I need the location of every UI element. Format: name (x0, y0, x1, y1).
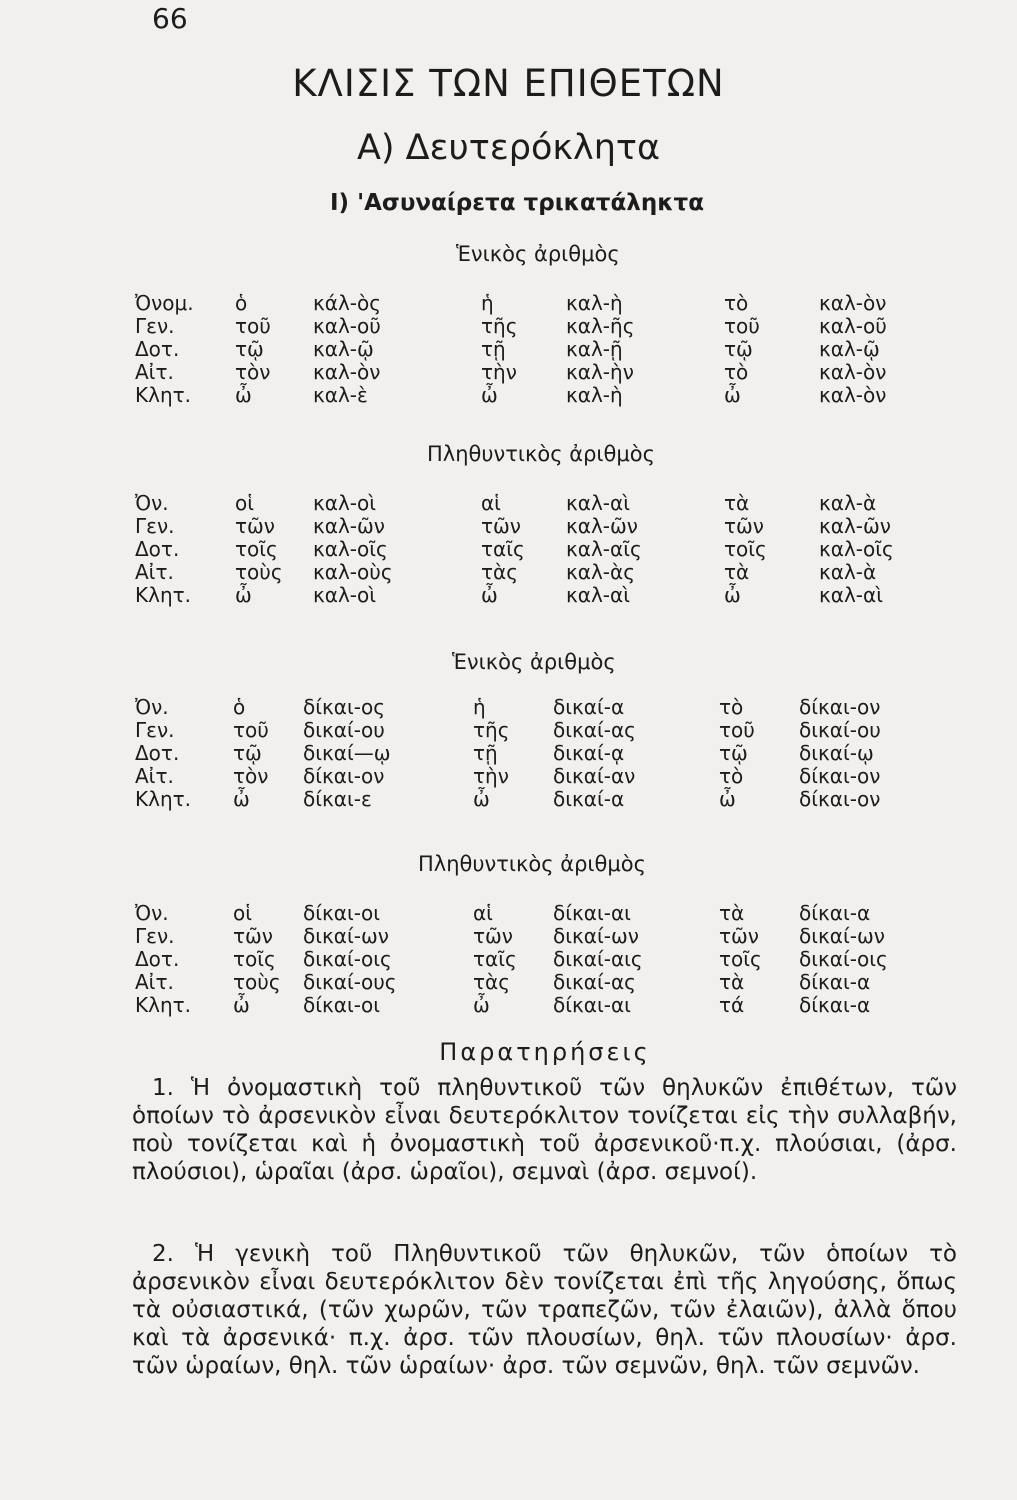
form-cell: καλ-οῖς (819, 537, 894, 561)
article-cell: αἱ (481, 491, 501, 515)
form-cell: καλ-ὸν (819, 383, 887, 407)
article-cell: τοῖς (724, 537, 767, 561)
form-cell: δικαί-α (553, 787, 625, 811)
table-row (135, 361, 939, 384)
form-cell: δίκαι-ε (303, 787, 372, 811)
table-row (135, 925, 929, 948)
article-cell: τοῖς (719, 947, 762, 971)
article-cell: τοῦ (233, 718, 269, 742)
table-row (135, 719, 929, 742)
article-cell: ὦ (481, 383, 498, 407)
article-cell: τῆς (473, 718, 510, 742)
article-cell: τὴν (481, 360, 517, 384)
form-cell: δικαί-ῳ (799, 741, 874, 765)
form-cell: καλ-ὲ (313, 383, 368, 407)
article-cell: τῇ (473, 741, 498, 765)
table-row (135, 492, 939, 515)
article-cell: τοῦ (719, 718, 755, 742)
article-cell: τῷ (724, 337, 753, 361)
case-label: Αἰτ. (135, 360, 174, 384)
article-cell: τῷ (233, 741, 262, 765)
case-label: Γεν. (135, 718, 175, 742)
article-cell: τῶν (724, 514, 764, 538)
article-cell: τὰ (724, 491, 750, 515)
form-cell: καλ-ῶν (819, 514, 891, 538)
article-cell: τῷ (235, 337, 264, 361)
form-cell: δικαί-οις (799, 947, 888, 971)
article-cell: τῆς (481, 314, 518, 338)
case-label: Αἰτ. (135, 970, 174, 994)
article-cell: ὦ (473, 993, 490, 1017)
article-cell: ὦ (719, 787, 736, 811)
form-cell: δικαί-αν (553, 764, 636, 788)
case-label: Αἰτ. (135, 764, 174, 788)
form-cell: δικαί-ων (553, 924, 639, 948)
form-cell: δίκαι-ον (799, 764, 881, 788)
table-row (135, 584, 939, 607)
article-cell: τῶν (473, 924, 513, 948)
form-cell: καλ-αὶ (566, 583, 630, 607)
table-row (135, 515, 939, 538)
form-cell: δίκαι-οι (303, 901, 380, 925)
article-cell: αἱ (473, 901, 493, 925)
form-cell: καλ-ὸν (819, 360, 887, 384)
article-cell: τὸ (724, 291, 749, 315)
form-cell: καλ-ὸν (819, 291, 887, 315)
note-2 (132, 1240, 957, 1380)
form-cell: δίκαι-ον (799, 695, 881, 719)
table-row (135, 338, 939, 361)
form-cell: δίκαι-ος (303, 695, 385, 719)
form-cell: δικαί-ους (303, 970, 397, 994)
form-cell: δικαί-ᾳ (553, 741, 625, 765)
article-cell: τὰ (719, 901, 745, 925)
form-cell: δίκαι-α (799, 901, 871, 925)
case-label: Δοτ. (135, 947, 180, 971)
article-cell: ὦ (233, 993, 250, 1017)
form-cell: καλ-οῦ (313, 314, 381, 338)
form-cell: καλ-ῶν (313, 514, 385, 538)
form-cell: δικαί-ων (799, 924, 885, 948)
article-cell: τῶν (719, 924, 759, 948)
article-cell: τά (719, 993, 745, 1017)
form-cell: δίκαι-α (799, 970, 871, 994)
form-cell: καλ-οῖς (313, 537, 388, 561)
form-cell: καλ-ῆς (566, 314, 635, 338)
table-heading-plural-1: Πληθυντικὸς ἀριθμὸς (427, 442, 655, 466)
form-cell: καλ-αὶ (566, 491, 630, 515)
case-label: Γεν. (135, 314, 175, 338)
article-cell: τὰς (473, 970, 510, 994)
note-1 (132, 1074, 957, 1186)
form-cell: καλ-ὸν (313, 360, 381, 384)
declension-table-1 (135, 292, 939, 407)
form-cell: καλ-ῷ (313, 337, 374, 361)
table-row (135, 292, 939, 315)
form-cell: καλ-οὶ (313, 491, 377, 515)
case-label: Ὀν. (135, 491, 169, 515)
form-cell: δικαί-οις (303, 947, 392, 971)
article-cell: ἡ (481, 291, 494, 315)
table-row (135, 765, 929, 788)
article-cell: τῇ (481, 337, 506, 361)
table-row (135, 561, 939, 584)
article-cell: τὸν (235, 360, 271, 384)
article-cell: ὦ (233, 787, 250, 811)
article-cell: ὦ (724, 583, 741, 607)
article-cell: τῶν (235, 514, 275, 538)
article-cell: οἱ (235, 491, 255, 515)
case-label: Δοτ. (135, 537, 180, 561)
article-cell: ὦ (481, 583, 498, 607)
form-cell: καλ-ὰς (566, 560, 635, 584)
article-cell: ὦ (724, 383, 741, 407)
case-label: Κλητ. (135, 787, 192, 811)
article-cell: ὦ (235, 383, 252, 407)
section-title: Α) Δευτερόκλητα (356, 128, 661, 168)
article-cell: τῶν (481, 514, 521, 538)
form-cell: καλ-ῷ (819, 337, 880, 361)
form-cell: καλ-ὴ (566, 291, 623, 315)
article-cell: τὴν (473, 764, 509, 788)
declension-table-4 (135, 902, 929, 1017)
form-cell: δικαί-αις (553, 947, 643, 971)
form-cell: δίκαι-ον (303, 764, 385, 788)
article-cell: τοῦ (235, 314, 271, 338)
case-label: Κλητ. (135, 583, 192, 607)
case-label: Ὀν. (135, 901, 169, 925)
form-cell: δικαί-ων (303, 924, 389, 948)
article-cell: τοὺς (233, 970, 281, 994)
form-cell: δικαί-ας (553, 718, 636, 742)
form-cell: καλ-αῖς (566, 537, 642, 561)
article-cell: ὦ (473, 787, 490, 811)
table-row (135, 994, 929, 1017)
table-heading-singular-1: Ἑνικὸς ἀριθμὸς (456, 242, 620, 266)
article-cell: τὸ (719, 695, 744, 719)
article-cell: τῶν (233, 924, 273, 948)
form-cell: καλ-ὴ (566, 383, 623, 407)
table-row (135, 971, 929, 994)
table-row (135, 788, 929, 811)
note-1-text: 1. Ἡ ὀνομαστικὴ τοῦ πληθυντικοῦ τῶν θηλυκῶν ἐπιθέτων, τῶν ὁποίων τὸ ἀρσενικὸν εἶναι δευτερόκλιτον τονίζεται εἰς τὴν συλλαβήν, ποὺ τονίζεται καὶ ἡ ὀνομαστικὴ τοῦ ἀρσενικοῦ·π.χ. πλούσιαι, (ἀρσ. πλούσιοι), ὡραῖαι (ἀρσ. ὡραῖοι), σεμναὶ (ἀρσ. σεμνοί). (132, 1075, 957, 1185)
form-cell: καλ-ὰ (819, 491, 877, 515)
subsection-title: Ι) 'Ασυναίρετα τρικατάληκτα (330, 190, 705, 216)
case-label: Γεν. (135, 924, 175, 948)
form-cell: καλ-οὶ (313, 583, 377, 607)
table-row (135, 902, 929, 925)
form-cell: δικαί-ας (553, 970, 636, 994)
table-heading-singular-2: Ἑνικὸς ἀριθμὸς (452, 650, 616, 674)
note-2-text: 2. Ἡ γενικὴ τοῦ Πληθυντικοῦ τῶν θηλυκῶν, τῶν ὁποίων τὸ ἀρσενικὸν εἶναι δευτερόκλιτον δὲν τονίζεται ἐπὶ τῆς ληγούσης, ὅπως τὰ οὐσιαστικά, (τῶν χωρῶν, τῶν τραπεζῶν, τῶν ἐλαιῶν), ἀλλὰ ὅπου καὶ τὰ ἀρσενικά· π.χ. ἀρσ. τῶν πλουσίων, θηλ. τῶν πλουσίων· ἀρσ. τῶν ὡραίων, θηλ. τῶν ὡραίων· ἀρσ. τῶν σεμνῶν, θηλ. τῶν σεμνῶν. (132, 1241, 957, 1379)
article-cell: τὸ (719, 764, 744, 788)
page-number: 66 (152, 2, 188, 35)
form-cell: καλ-ῶν (566, 514, 638, 538)
form-cell: δίκαι-αι (553, 993, 631, 1017)
table-row (135, 696, 929, 719)
article-cell: τὸν (233, 764, 269, 788)
form-cell: δικαί-α (553, 695, 625, 719)
article-cell: τῷ (719, 741, 748, 765)
case-label: Ὀν. (135, 695, 169, 719)
table-row (135, 315, 939, 338)
form-cell: δικαί-ου (799, 718, 881, 742)
table-row (135, 538, 939, 561)
form-cell: καλ-οὺς (313, 560, 393, 584)
case-label: Δοτ. (135, 337, 180, 361)
article-cell: τοῦ (724, 314, 760, 338)
article-cell: τὸ (724, 360, 749, 384)
table-row (135, 742, 929, 765)
article-cell: τοῖς (233, 947, 276, 971)
table-row (135, 948, 929, 971)
notes-heading: Παρατηρήσεις (439, 1038, 651, 1066)
article-cell: ὁ (233, 695, 246, 719)
form-cell: δίκαι-α (799, 993, 871, 1017)
form-cell: δίκαι-αι (553, 901, 631, 925)
article-cell: ταῖς (473, 947, 517, 971)
article-cell: τὰ (724, 560, 750, 584)
case-label: Κλητ. (135, 993, 192, 1017)
case-label: Κλητ. (135, 383, 192, 407)
form-cell: δικαί-ου (303, 718, 385, 742)
article-cell: οἱ (233, 901, 253, 925)
article-cell: τὰς (481, 560, 518, 584)
form-cell: δίκαι-ον (799, 787, 881, 811)
article-cell: τοῖς (235, 537, 278, 561)
form-cell: δίκαι-οι (303, 993, 380, 1017)
article-cell: τὰ (719, 970, 745, 994)
article-cell: ταῖς (481, 537, 525, 561)
declension-table-3 (135, 696, 929, 811)
form-cell: κάλ-ὸς (313, 291, 381, 315)
form-cell: καλ-ὴν (566, 360, 634, 384)
article-cell: τοὺς (235, 560, 283, 584)
form-cell: δικαί—ῳ (303, 741, 391, 765)
table-heading-plural-2: Πληθυντικὸς ἀριθμὸς (418, 852, 646, 876)
article-cell: ὁ (235, 291, 248, 315)
case-label: Δοτ. (135, 741, 180, 765)
form-cell: καλ-ὰ (819, 560, 877, 584)
case-label: Αἰτ. (135, 560, 174, 584)
form-cell: καλ-ῇ (566, 337, 623, 361)
form-cell: καλ-οῦ (819, 314, 887, 338)
article-cell: ὦ (235, 583, 252, 607)
declension-table-2 (135, 492, 939, 607)
article-cell: ἡ (473, 695, 486, 719)
table-row (135, 384, 939, 407)
form-cell: καλ-αὶ (819, 583, 883, 607)
case-label: Ὀνομ. (135, 291, 194, 315)
page-title: ΚΛΙΣΙΣ ΤΩΝ ΕΠΙΘΕΤΩΝ (292, 62, 725, 105)
case-label: Γεν. (135, 514, 175, 538)
